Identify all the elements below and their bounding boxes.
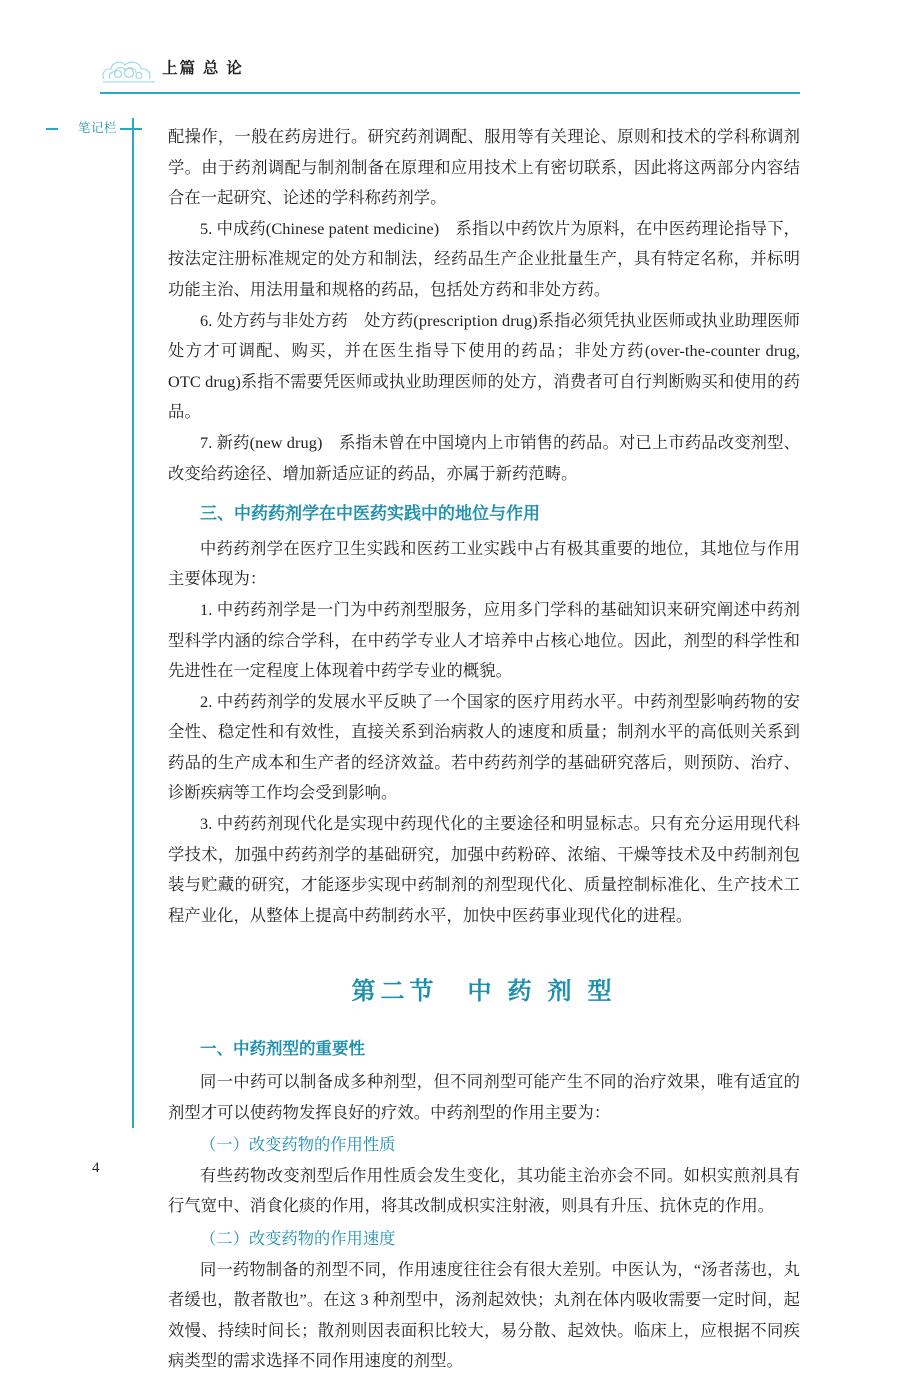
section-title: 第二节 中 药 剂 型 <box>351 979 617 1006</box>
paragraph: 有些药物改变剂型后作用性质会发生变化，其功能主治亦会不同。如枳实煎剂具有行气宽中、消食化痰的作用，将其改制成枳实注射液，则具有升压、抗休克的作用。 <box>168 1165 800 1216</box>
paragraph: 7. 新药(new drug) 系指未曾在中国境内上市销售的药品。对已上市药品改变剂型、改变给药途径、增加新适应证的药品，亦属于新药范畴。 <box>168 432 800 483</box>
page-header <box>100 48 800 94</box>
paragraph: 3. 中药药剂现代化是实现中药现代化的主要途径和明显标志。只有充分运用现代科学技术，加强中药药剂学的基础研究，加强中药粉碎、浓缩、干燥等技术及中药制剂包装与贮藏的研究，才能逐步实现中药制剂的剂型现代化、质量控制标准化、生产技术工程产业化，从整体上提高中药制药水平，加快中医药事业现代化的进程。 <box>168 814 800 925</box>
note-column-tab <box>46 118 142 140</box>
paragraph: 同一药物制备的剂型不同，作用速度往往会有很大差别。中医认为，“汤者荡也，丸者缓也，散者散也”。在这 3 种剂型中，汤剂起效快；丸剂在体内吸收需要一定时间，起效慢、持续时间长；散剂则因表面积比较大，易分散、起效快。临床上，应根据不同疾病类型的需求选择不同作用速度的剂型。 <box>168 1259 800 1371</box>
heading-level-5: （一）改变药物的作用性质 <box>200 1135 396 1155</box>
note-column-rail <box>132 118 134 1128</box>
page-content <box>168 122 800 1377</box>
paragraph: 5. 中成药(Chinese patent medicine) 系指以中药饮片为原料，在中医药理论指导下，按法定注册标准规定的处方和制法，经药品生产企业批量生产，具有特定名称，并标明功能主治、用法用量和规格的药品，包括处方药和非处方药。 <box>168 218 800 299</box>
note-column-label: 笔记栏 <box>58 118 120 138</box>
cloud-ornament-icon <box>100 48 162 88</box>
paragraph: 6. 处方药与非处方药 处方药(prescription drug)系指必须凭执业医师或执业助理医师处方才可调配、购买，并在医生指导下使用的药品；非处方药(over-the-counter drug, OTC drug)系指不需要凭医师或执业助理医师的处方，消费者可自行判断购买和使用的药品。 <box>168 310 800 422</box>
paragraph: 配操作，一般在药房进行。研究药剂调配、服用等有关理论、原则和技术的学科称调剂学。由于药剂调配与制剂制备在原理和应用技术上有密切联系，因此将这两部分内容结合在一起研究、论述的学科称药剂学。 <box>168 127 800 208</box>
header-title: 上篇 总 论 <box>162 60 244 77</box>
page-number: 4 <box>92 1160 100 1176</box>
paragraph: 同一中药可以制备成多种剂型，但不同剂型可能产生不同的治疗效果，唯有适宜的剂型才可以使药物发挥良好的疗效。中药剂型的作用主要为： <box>168 1072 800 1122</box>
paragraph: 中药药剂学在医疗卫生实践和医药工业实践中占有极其重要的地位，其地位与作用主要体现为： <box>168 538 800 589</box>
header-rule <box>100 92 800 94</box>
heading-level-4: 一、中药剂型的重要性 <box>200 1039 365 1059</box>
paragraph: 2. 中药药剂学的发展水平反映了一个国家的医疗用药水平。中药剂型影响药物的安全性、稳定性和有效性，直接关系到治病救人的速度和质量；制剂水平的高低则关系到药品的生产成本和生产者的经济效益。若中药药剂学的基础研究落后，则预防、治疗、诊断疾病等工作均会受到影响。 <box>168 691 800 803</box>
heading-level-3: 三、中药药剂学在中医药实践中的地位与作用 <box>200 504 540 524</box>
paragraph: 1. 中药药剂学是一门为中药剂型服务，应用多门学科的基础知识来研究阐述中药剂型科学内涵的综合学科，在中药学专业人才培养中占核心地位。因此，剂型的科学性和先进性在一定程度上体现着中药学专业的概貌。 <box>168 599 800 681</box>
heading-level-5: （二）改变药物的作用速度 <box>200 1229 396 1248</box>
